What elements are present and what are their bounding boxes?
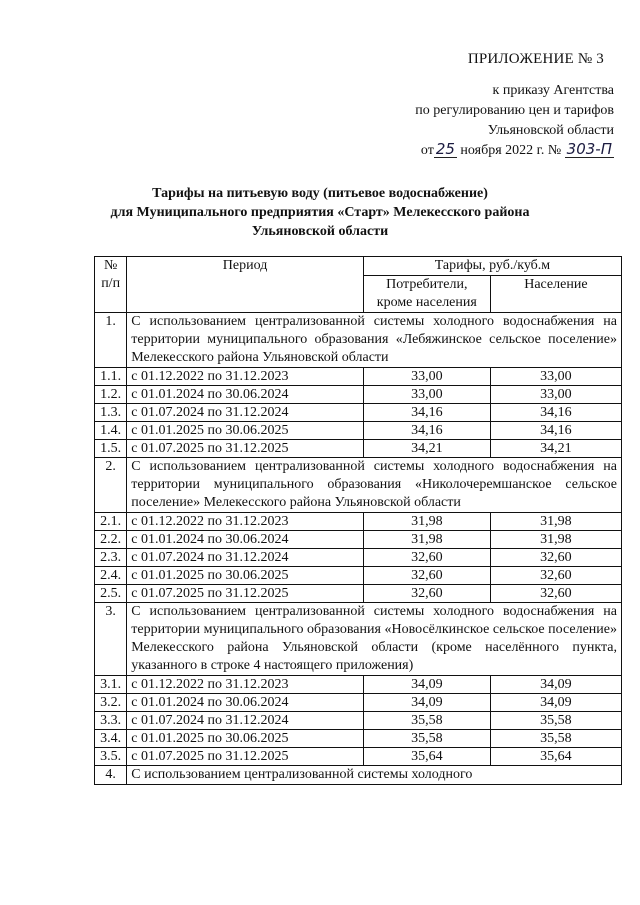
row-number: 1.3. xyxy=(95,404,127,422)
section-row xyxy=(95,313,622,368)
section-row xyxy=(95,603,622,676)
table-row xyxy=(95,513,622,531)
row-period: с 01.01.2024 по 30.06.2024 xyxy=(127,694,364,712)
row-number: 2.4. xyxy=(95,567,127,585)
table-row xyxy=(95,567,622,585)
row-period: с 01.12.2022 по 31.12.2023 xyxy=(127,676,364,694)
row-population-tariff: 34,09 xyxy=(490,676,621,694)
table-row xyxy=(95,676,622,694)
table-row xyxy=(95,585,622,603)
table-row xyxy=(95,440,622,458)
section-row xyxy=(95,766,622,785)
row-consumers-tariff: 32,60 xyxy=(363,585,490,603)
document-title xyxy=(0,184,640,241)
row-population-tariff: 34,09 xyxy=(490,694,621,712)
row-consumers-tariff: 31,98 xyxy=(363,531,490,549)
table-row xyxy=(95,422,622,440)
row-number: 3.1. xyxy=(95,676,127,694)
table-row xyxy=(95,694,622,712)
row-consumers-tariff: 34,21 xyxy=(363,440,490,458)
row-population-tariff: 32,60 xyxy=(490,567,621,585)
row-consumers-tariff: 34,16 xyxy=(363,422,490,440)
table-row xyxy=(95,730,622,748)
row-number: 2.2. xyxy=(95,531,127,549)
section-description: С использованием централизованной системы холодного xyxy=(127,766,622,785)
row-period: с 01.07.2024 по 31.12.2024 xyxy=(127,404,364,422)
column-header-number: № п/п xyxy=(95,257,127,313)
row-consumers-tariff: 34,16 xyxy=(363,404,490,422)
row-population-tariff: 34,16 xyxy=(490,404,621,422)
row-period: с 01.12.2022 по 31.12.2023 xyxy=(127,513,364,531)
row-number: 3.5. xyxy=(95,748,127,766)
row-consumers-tariff: 35,58 xyxy=(363,712,490,730)
row-period: с 01.12.2022 по 31.12.2023 xyxy=(127,368,364,386)
section-number: 1. xyxy=(95,313,127,368)
section-number: 3. xyxy=(95,603,127,676)
table-row xyxy=(95,531,622,549)
order-number-handwritten: 303-П xyxy=(566,140,612,158)
row-period: с 01.01.2025 по 30.06.2025 xyxy=(127,730,364,748)
column-header-tariffs: Тарифы, руб./куб.м xyxy=(363,257,621,276)
tariffs-table xyxy=(94,256,622,785)
row-consumers-tariff: 31,98 xyxy=(363,513,490,531)
document-header xyxy=(415,50,614,161)
order-day-handwritten: 25 xyxy=(435,140,455,158)
row-period: с 01.07.2025 по 31.12.2025 xyxy=(127,440,364,458)
order-reference-line-2: по регулированию цен и тарифов xyxy=(415,103,614,118)
section-number: 2. xyxy=(95,458,127,513)
row-consumers-tariff: 34,09 xyxy=(363,694,490,712)
row-number: 3.4. xyxy=(95,730,127,748)
row-period: с 01.07.2024 по 31.12.2024 xyxy=(127,549,364,567)
order-reference-line-1: к приказу Агентства xyxy=(492,83,614,98)
row-number: 1.2. xyxy=(95,386,127,404)
row-consumers-tariff: 33,00 xyxy=(363,368,490,386)
row-period: с 01.01.2024 по 30.06.2024 xyxy=(127,386,364,404)
title-line-1: Тарифы на питьевую воду (питьевое водоснабжение) xyxy=(152,186,488,201)
section-description: С использованием централизованной системы холодного водоснабжения на территории муниципального образования «Новосёлкинское сельское поселение» Мелекесского района Ульяновской области (кроме населённого пункта, указанного в строке 4 настоящего приложения) xyxy=(127,603,622,676)
column-header-population: Население xyxy=(490,276,621,313)
row-consumers-tariff: 34,09 xyxy=(363,676,490,694)
column-header-period: Период xyxy=(127,257,364,313)
title-line-2: для Муниципального предприятия «Старт» Мелекесского района xyxy=(110,205,530,220)
row-number: 2.5. xyxy=(95,585,127,603)
section-number: 4. xyxy=(95,766,127,785)
row-population-tariff: 33,00 xyxy=(490,386,621,404)
row-consumers-tariff: 33,00 xyxy=(363,386,490,404)
row-population-tariff: 31,98 xyxy=(490,531,621,549)
row-period: с 01.01.2024 по 30.06.2024 xyxy=(127,531,364,549)
order-prefix: от xyxy=(420,143,434,158)
row-population-tariff: 34,16 xyxy=(490,422,621,440)
row-period: с 01.07.2024 по 31.12.2024 xyxy=(127,712,364,730)
row-number: 3.3. xyxy=(95,712,127,730)
table-row xyxy=(95,404,622,422)
row-number: 3.2. xyxy=(95,694,127,712)
table-header-row xyxy=(95,257,622,276)
row-population-tariff: 35,58 xyxy=(490,730,621,748)
row-period: с 01.07.2025 по 31.12.2025 xyxy=(127,748,364,766)
row-population-tariff: 35,58 xyxy=(490,712,621,730)
row-population-tariff: 32,60 xyxy=(490,585,621,603)
table-row xyxy=(95,386,622,404)
column-header-consumers: Потребители, кроме населения xyxy=(363,276,490,313)
row-period: с 01.07.2025 по 31.12.2025 xyxy=(127,585,364,603)
section-description: С использованием централизованной системы холодного водоснабжения на территории муниципального образования «Николочеремшанское сельское поселение» Мелекесского района Ульяновской области xyxy=(127,458,622,513)
row-population-tariff: 32,60 xyxy=(490,549,621,567)
row-number: 1.5. xyxy=(95,440,127,458)
order-month-year: ноября 2022 г. № xyxy=(460,143,562,158)
row-consumers-tariff: 35,58 xyxy=(363,730,490,748)
section-row xyxy=(95,458,622,513)
appendix-number: ПРИЛОЖЕНИЕ № 3 xyxy=(467,51,604,67)
order-date-number xyxy=(415,141,614,161)
row-population-tariff: 35,64 xyxy=(490,748,621,766)
row-consumers-tariff: 32,60 xyxy=(363,549,490,567)
row-number: 1.4. xyxy=(95,422,127,440)
row-consumers-tariff: 35,64 xyxy=(363,748,490,766)
row-population-tariff: 31,98 xyxy=(490,513,621,531)
tariffs-table-body xyxy=(95,257,622,785)
table-row xyxy=(95,549,622,567)
row-consumers-tariff: 32,60 xyxy=(363,567,490,585)
section-description: С использованием централизованной системы холодного водоснабжения на территории муниципального образования «Лебяжинское сельское поселение» Мелекесского района Ульяновской области xyxy=(127,313,622,368)
order-reference-line-3: Ульяновской области xyxy=(487,123,614,138)
row-period: с 01.01.2025 по 30.06.2025 xyxy=(127,422,364,440)
row-population-tariff: 33,00 xyxy=(490,368,621,386)
row-number: 2.1. xyxy=(95,513,127,531)
row-population-tariff: 34,21 xyxy=(490,440,621,458)
table-row xyxy=(95,368,622,386)
table-row xyxy=(95,748,622,766)
row-number: 2.3. xyxy=(95,549,127,567)
row-number: 1.1. xyxy=(95,368,127,386)
table-row xyxy=(95,712,622,730)
title-line-3: Ульяновской области xyxy=(251,224,389,239)
row-period: с 01.01.2025 по 30.06.2025 xyxy=(127,567,364,585)
